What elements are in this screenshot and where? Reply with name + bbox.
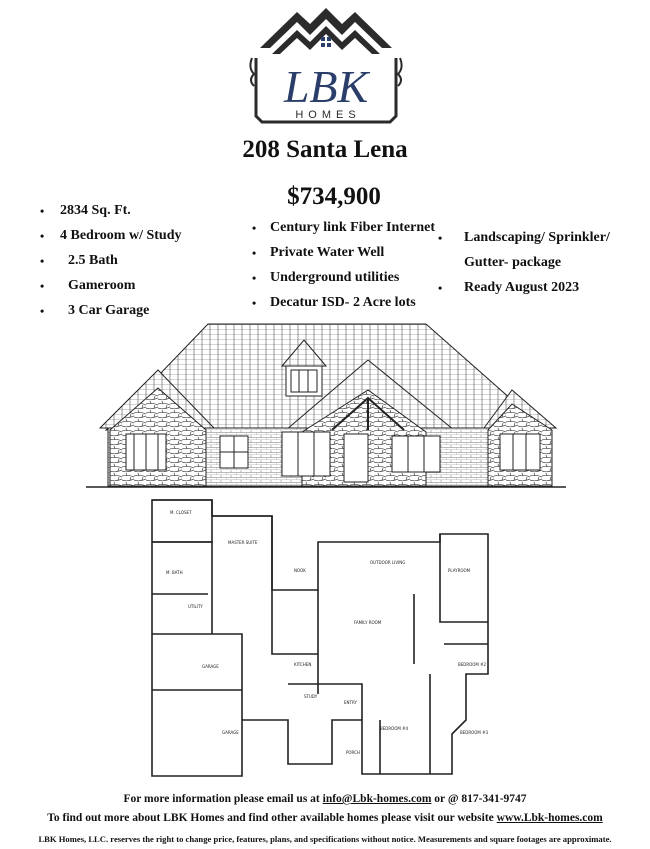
room-label: OUTDOOR LIVING	[370, 560, 406, 565]
property-address: 208 Santa Lena	[242, 136, 408, 163]
feature-item: Gutter- package	[464, 255, 562, 270]
room-label: KITCHEN	[294, 662, 312, 667]
logo-sub-text: HOMES	[295, 109, 361, 121]
feature-item: • Underground utilities	[252, 268, 435, 293]
contact-phone-text: or @ 817-341-9747	[431, 793, 527, 805]
room-label: M. BATH	[166, 570, 183, 575]
room-label: NOOK	[294, 568, 306, 573]
feature-item: • 4 Bedroom w/ Study	[40, 226, 181, 251]
feature-item: • Landscaping/ Sprinkler/	[438, 228, 610, 253]
feature-item: • 2834 Sq. Ft.	[40, 201, 181, 226]
feature-item: • Ready August 2023	[438, 278, 610, 303]
feature-item: • Gameroom	[40, 276, 181, 301]
room-label: MASTER SUITE	[228, 540, 258, 545]
logo-brand-text: LBK	[283, 61, 369, 112]
feature-item: • Decatur ISD- 2 Acre lots	[252, 293, 435, 318]
room-label: FAMILY ROOM	[354, 620, 382, 625]
front-elevation-drawing	[86, 320, 566, 490]
house-roof-logo-icon	[260, 8, 392, 54]
room-label: PORCH	[346, 750, 360, 755]
room-label: M. CLOSET	[170, 510, 192, 515]
feature-item: • Private Water Well	[252, 243, 435, 268]
features-mid-list	[252, 218, 435, 318]
email-link[interactable]: info@Lbk-homes.com	[322, 793, 432, 805]
features-right-list	[438, 228, 610, 303]
room-label: BEDROOM #4	[380, 726, 409, 731]
features-left-list	[40, 201, 181, 326]
property-price: $734,900	[287, 183, 381, 210]
room-label: PLAYROOM	[448, 568, 471, 573]
feature-item: • 2.5 Bath	[40, 251, 181, 276]
lbk-homes-logo	[242, 2, 410, 128]
disclaimer: LBK Homes, LLC. reserves the right to change price, features, plans, and specifications without notice. Measurements and square footages are approximate.	[38, 834, 612, 844]
floor-plan-drawing	[148, 494, 498, 784]
room-label: BEDROOM #2	[458, 662, 487, 667]
contact-line	[0, 793, 650, 805]
room-label: STUDY	[304, 694, 318, 699]
website-text: To find out more about LBK Homes and find other available homes please visit our website	[47, 812, 497, 824]
room-label: BEDROOM #3	[460, 730, 489, 735]
contact-text: For more information please email us at	[123, 793, 323, 805]
room-label: GARAGE	[222, 730, 239, 735]
website-line	[0, 812, 650, 824]
room-label: GARAGE	[202, 664, 219, 669]
feature-item: • Century link Fiber Internet	[252, 218, 435, 243]
website-link[interactable]: www.Lbk-homes.com	[496, 812, 603, 824]
room-label: ENTRY	[344, 700, 357, 705]
room-label: UTILITY	[188, 604, 203, 609]
feature-item: • 3 Car Garage	[40, 301, 181, 326]
